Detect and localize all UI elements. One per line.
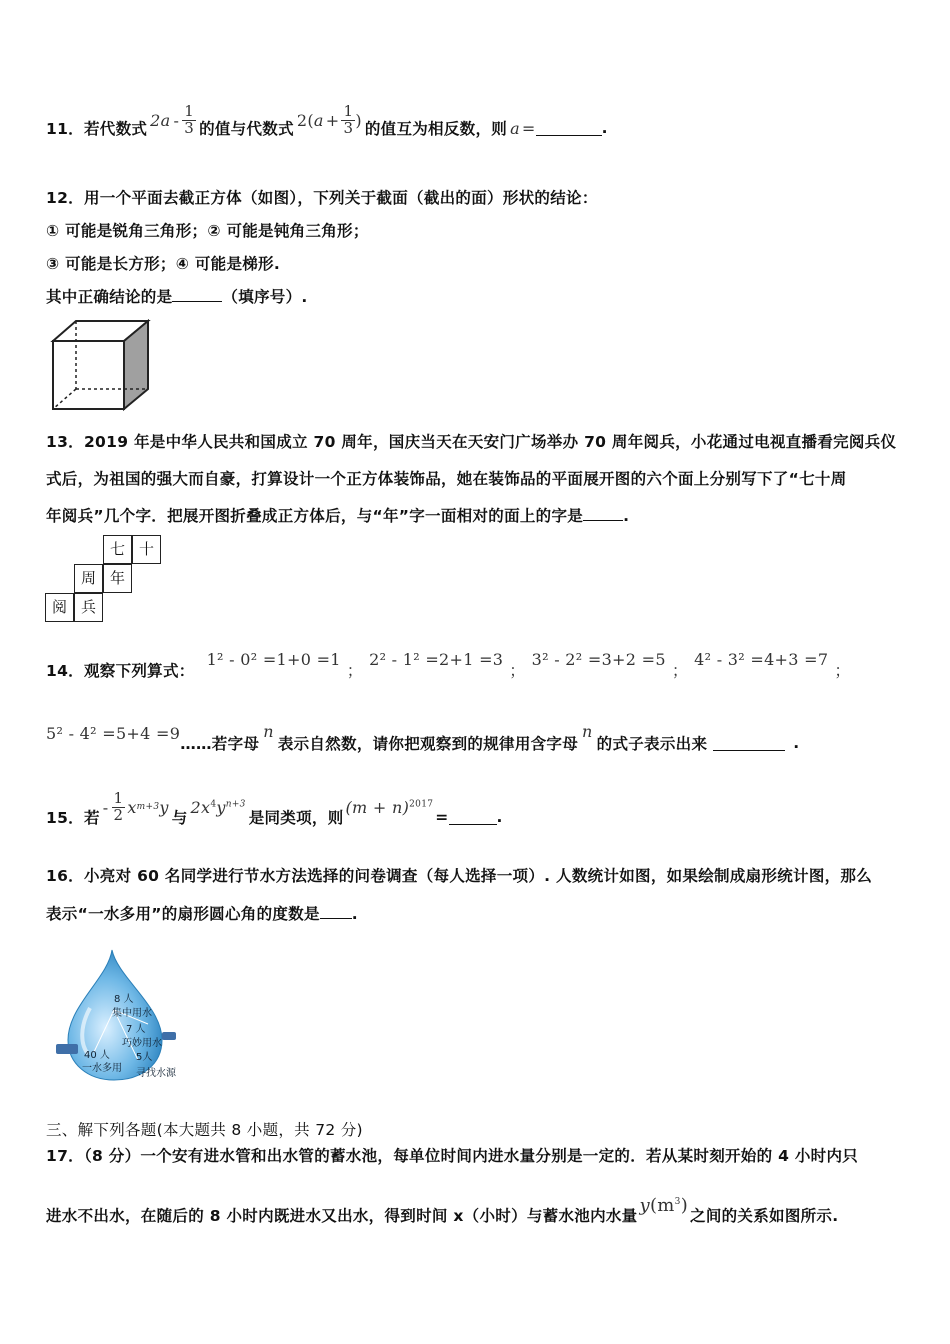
net-cell: 七 [103,535,132,564]
q14-eq2: 2² - 1² =2+1 =3 [369,650,504,669]
q13-line2: 式后，为祖国的强大而自豪，打算设计一个正方体装饰品，她在装饰品的平面展开图的六个面上分别写下了“七十周 [46,470,847,488]
q11-expr2-plus: + [325,110,340,130]
cube-figure [50,315,152,415]
q13-line3: 年阅兵”几个字．把展开图折叠成正方体后，与“年”字一面相对的面上的字是 . [46,507,630,525]
q15-fraction: $\frac{1}{2}$ [113,788,124,824]
answer-blank[interactable] [320,904,352,919]
drop-label-jizhong: 集中用水 [112,1008,152,1019]
net-cell: 兵 [74,593,103,622]
q12-line2: ① 可能是锐角三角形；② 可能是钝角三角形； [46,222,369,240]
answer-blank[interactable] [449,810,497,825]
drop-label-yishui: 一水多用 [82,1063,122,1074]
section-3-title: 三、解下列各题(本大题共 8 小题，共 72 分) [46,1121,363,1139]
drop-label-7: 7 人 [126,1024,146,1035]
drop-label-8: 8 人 [114,994,134,1005]
q11-prefix: 11．若代数式 [46,120,148,138]
answer-blank[interactable] [713,736,785,751]
net-cell: 十 [132,535,161,564]
question-11 [46,101,608,150]
q11-expr1-a: 2a [150,110,171,130]
q12-line1: 12．用一个平面去截正方体（如图），下列关于截面（截出的面）形状的结论： [46,189,598,207]
water-drop-figure [50,948,190,1084]
q12-line4: 其中正确结论的是 （填序号）. [46,288,308,306]
q14-n: n [263,721,274,741]
q14-line2: 5² - 4² =5+4 =9 ……若字母 n 表示自然数，请你把观察到的规律用含字母 n 的式子表示出来 . [46,721,800,753]
q11-end: . [601,119,608,137]
answer-blank[interactable] [172,287,222,302]
q14-eq3: 3² - 2² =3+2 =5 [531,650,666,669]
q14-eq1: 1² - 0² =1+0 =1 [206,650,341,669]
net-cell: 年 [103,564,132,593]
q11-mid: 的值与代数式 [199,120,294,138]
q11-var: a [510,118,520,138]
drop-label-xunzhao: 寻找水源 [136,1068,176,1079]
q16-line2: 表示“一水多用”的扇形圆心角的度数是 . [46,905,358,923]
q12-line3: ③ 可能是长方形；④ 可能是梯形. [46,255,281,273]
q17-line2: 进水不出水，在随后的 8 小时内既进水又出水，得到时间 x（小时）与蓄水池内水量 $y(m^3)$ 之间的关系如图所示. [46,1194,839,1225]
q11-fraction-2: $\frac{1}{3}$ [343,101,354,137]
q14-eq5: 5² - 4² =5+4 =9 [46,723,181,743]
q11-expr2-a: a [313,110,324,130]
answer-blank[interactable] [583,506,623,521]
q11-eq: = [521,118,536,138]
q13-line1: 13．2019 年是中华人民共和国成立 70 周年，国庆当天在天安门广场举办 70 周年阅兵，小花通过电视直播看完阅兵仪 [46,433,897,451]
drop-label-qiaomiao: 巧妙用水 [122,1038,162,1049]
q14-label: 14．观察下列算式： [46,661,195,680]
cube-net [45,535,165,625]
q14-eq4: 4² - 3² =4+3 =7 [694,650,829,669]
drop-label-40: 40 人 [84,1050,110,1061]
net-cell: 周 [74,564,103,593]
q16-line1: 16．小亮对 60 名同学进行节水方法选择的问卷调查（每人选择一项）. 人数统计如图，如果绘制成扇形统计图，那么 [46,867,873,885]
q11-suffix: 的值互为相反数，则 [364,120,508,138]
q11-expr1-minus: - [173,110,180,130]
q11-fraction-1: $\frac{1}{3}$ [184,101,195,137]
q17-line1: 17．（8 分）一个安有进水管和出水管的蓄水池，每单位时间内进水量分别是一定的．若从某时刻开始的 4 小时内只 [46,1147,859,1165]
q11-expr2-two: 2( [296,110,314,130]
answer-blank[interactable] [536,121,602,136]
q11-expr2-close: ) [355,110,362,130]
q14-line1: 14．观察下列算式： 1² - 0² =1+0 =1 ； 2² - 1² =2+1 =3 ； 3² - 2² =3+2 =5 ； 4² - 3² =4+3 =7 ； [46,650,851,680]
net-cell: 阅 [45,593,74,622]
drop-label-5: 5人 [136,1052,153,1063]
question-15: 15．若 - $\frac{1}{2}$ x m+3 y 与 $2x^4y^{n+3}$ 是同类项，则 $(m + n)^{2017}$ = . [46,788,503,827]
